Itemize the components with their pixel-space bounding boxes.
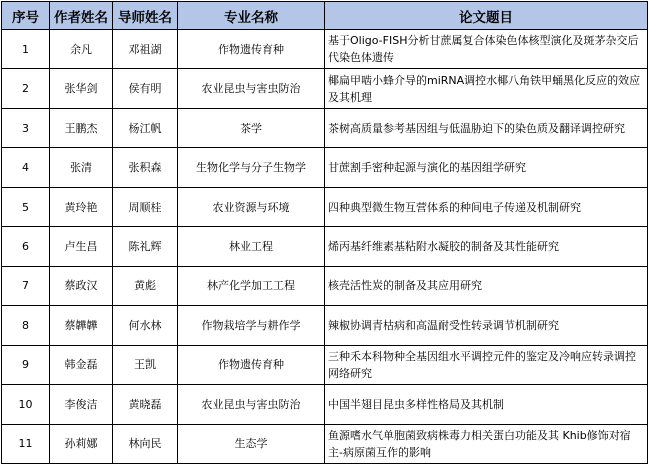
row-number: 10 [2, 385, 50, 424]
header-advisor: 导师姓名 [113, 2, 178, 30]
thesis-title: 四种典型微生物互营体系的种间电子传递及机制研究 [325, 187, 648, 226]
thesis-title: 基于Oligo-FISH分析甘蔗属复合体染色体核型演化及斑茅杂交后代染色体遗传 [325, 30, 648, 69]
author-name: 张清 [50, 148, 113, 187]
major-name: 茶学 [178, 108, 325, 147]
thesis-title: 鱼源嗜水气单胞菌致病株毒力相关蛋白功能及其 Khib修饰对宿主-病原菌互作的影响 [325, 424, 648, 463]
thesis-title: 茶树高质量参考基因组与低温胁迫下的染色质及翻译调控研究 [325, 108, 648, 147]
major-name: 生态学 [178, 424, 325, 463]
thesis-title: 三种禾本科物种全基因组水平调控元件的鉴定及冷响应转录调控网络研究 [325, 345, 648, 384]
major-name: 作物遗传育种 [178, 345, 325, 384]
advisor-name: 黄晓磊 [113, 385, 178, 424]
table-row [2, 148, 648, 187]
author-name: 张华剑 [50, 69, 113, 108]
advisor-name: 侯有明 [113, 69, 178, 108]
table-row [2, 69, 648, 108]
row-number: 11 [2, 424, 50, 463]
header-author: 作者姓名 [50, 2, 113, 30]
row-number: 9 [2, 345, 50, 384]
major-name: 林业工程 [178, 227, 325, 266]
table-row [2, 345, 648, 384]
advisor-name: 周顺桂 [113, 187, 178, 226]
advisor-name: 王凯 [113, 345, 178, 384]
advisor-name: 林向民 [113, 424, 178, 463]
thesis-title: 烯丙基纤维素基粘附水凝胶的制备及其性能研究 [325, 227, 648, 266]
row-number: 2 [2, 69, 50, 108]
author-name: 蔡政汉 [50, 266, 113, 305]
major-name: 作物栽培学与耕作学 [178, 306, 325, 345]
header-title: 论文题目 [325, 2, 648, 30]
table-row [2, 385, 648, 424]
advisor-name: 黄彪 [113, 266, 178, 305]
advisor-name: 邓祖湖 [113, 30, 178, 69]
advisor-name: 杨江帆 [113, 108, 178, 147]
major-name: 农业资源与环境 [178, 187, 325, 226]
header-no: 序号 [2, 2, 50, 30]
row-number: 1 [2, 30, 50, 69]
thesis-title: 核壳活性炭的制备及其应用研究 [325, 266, 648, 305]
major-name: 农业昆虫与害虫防治 [178, 69, 325, 108]
table-body [2, 30, 648, 464]
row-number: 5 [2, 187, 50, 226]
advisor-name: 陈礼辉 [113, 227, 178, 266]
table-row [2, 108, 648, 147]
header-row [2, 2, 648, 30]
author-name: 韩金磊 [50, 345, 113, 384]
header-major: 专业名称 [178, 2, 325, 30]
author-name: 卢生昌 [50, 227, 113, 266]
table-row [2, 306, 648, 345]
advisor-name: 张积森 [113, 148, 178, 187]
author-name: 孙莉娜 [50, 424, 113, 463]
row-number: 3 [2, 108, 50, 147]
table-row [2, 227, 648, 266]
thesis-title: 椰扁甲啮小蜂介导的miRNA调控水椰八角铁甲蛹黑化反应的效应及其机理 [325, 69, 648, 108]
row-number: 6 [2, 227, 50, 266]
author-name: 黄玲艳 [50, 187, 113, 226]
thesis-title: 甘蔗割手密种起源与演化的基因组学研究 [325, 148, 648, 187]
table-row [2, 266, 648, 305]
table-row [2, 187, 648, 226]
table-row [2, 30, 648, 69]
thesis-title: 中国半翅目昆虫多样性格局及其机制 [325, 385, 648, 424]
table-row [2, 424, 648, 463]
thesis-title: 辣椒协调青枯病和高温耐受性转录调节机制研究 [325, 306, 648, 345]
row-number: 8 [2, 306, 50, 345]
advisor-name: 何水林 [113, 306, 178, 345]
row-number: 7 [2, 266, 50, 305]
row-number: 4 [2, 148, 50, 187]
thesis-table [1, 1, 648, 464]
major-name: 林产化学加工工程 [178, 266, 325, 305]
author-name: 李俊洁 [50, 385, 113, 424]
major-name: 农业昆虫与害虫防治 [178, 385, 325, 424]
major-name: 生物化学与分子生物学 [178, 148, 325, 187]
author-name: 蔡韡韡 [50, 306, 113, 345]
major-name: 作物遗传育种 [178, 30, 325, 69]
author-name: 王鹏杰 [50, 108, 113, 147]
author-name: 余凡 [50, 30, 113, 69]
